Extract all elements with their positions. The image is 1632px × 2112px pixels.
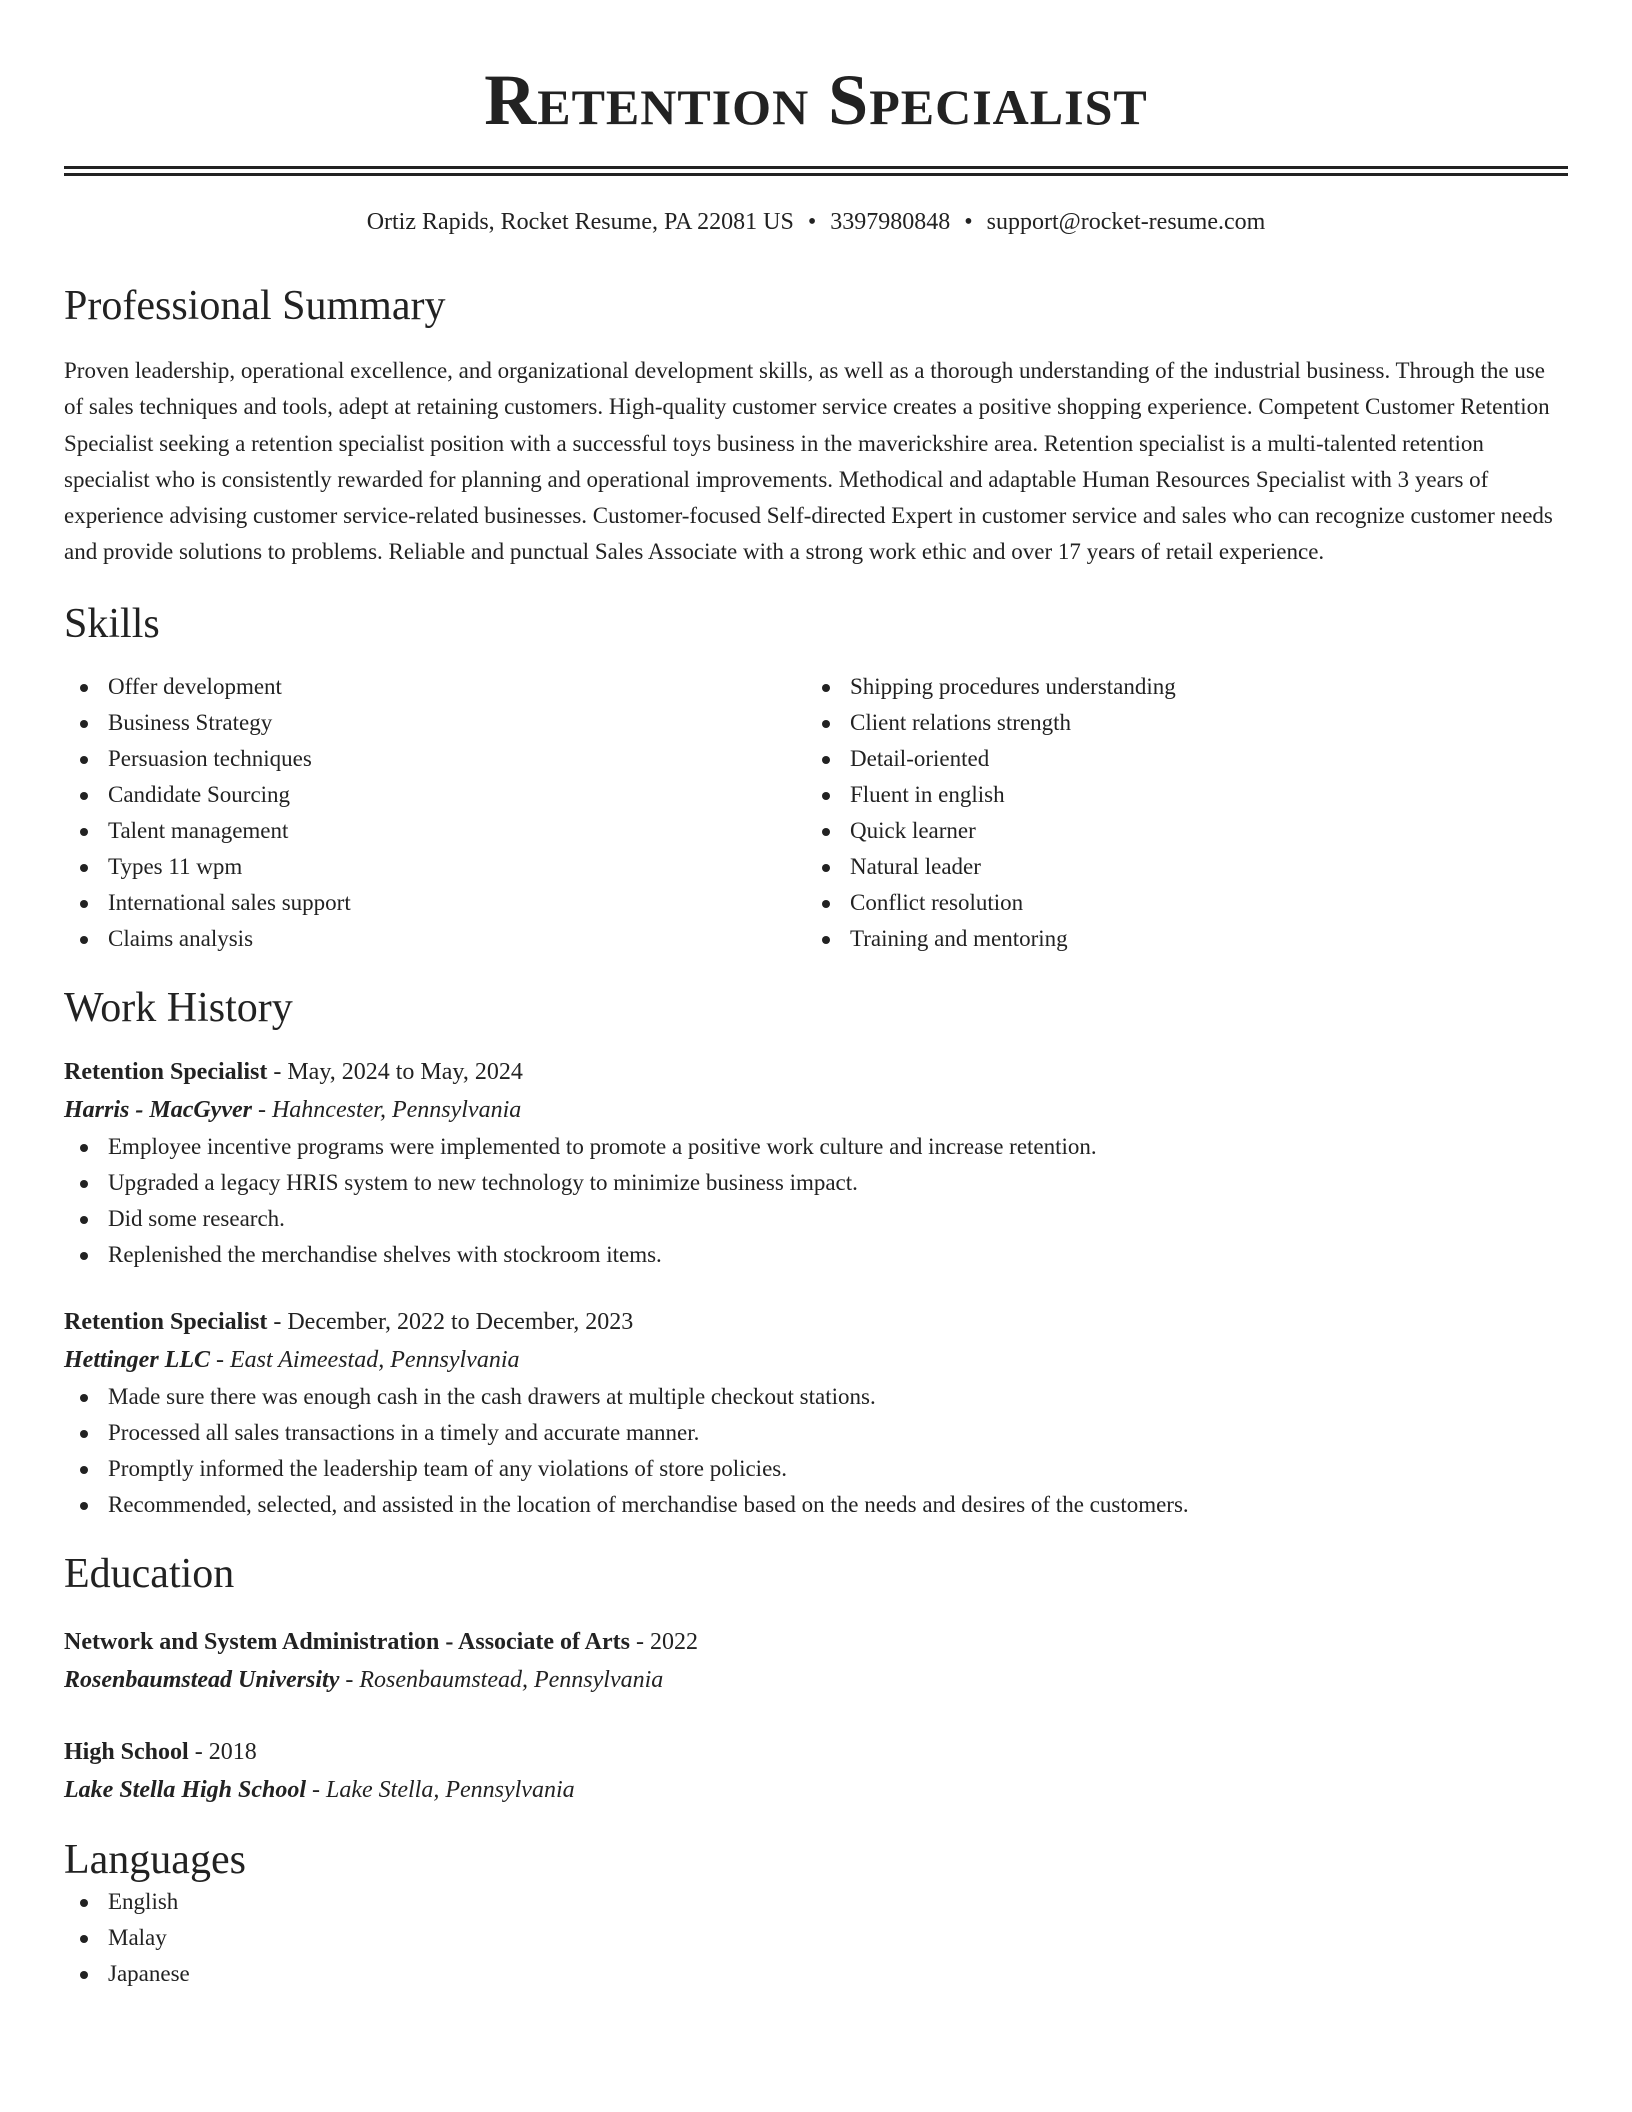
skill-item: Conflict resolution (806, 885, 1548, 921)
section-heading-work-history: Work History (64, 984, 293, 1031)
summary-paragraph: Proven leadership, operational excellence, and organizational development skills, as well as a thorough understanding of the industrial business. Through the use of sales techniques and tools, adept at retaining customers. High-quality customer service creates a positive shopping experience. Competent Customer Retention Specialist seeking a retention specialist position with a successful toys business in the maverickshire area. Retention specialist is a multi-talented retention specialist who is consistently rewarded for planning and operational improvements. Methodical and adaptable Human Resources Specialist with 3 years of experience advising customer service-related businesses. Customer-focused Self-directed Expert in customer service and sales who can recognize customer needs and provide solutions to problems. Reliable and punctual Sales Associate with a strong work ethic and over 17 years of retail experience. (64, 357, 1553, 565)
job-title: Retention Specialist (64, 1309, 268, 1336)
job-location: East Aimeestad, Pennsylvania (230, 1347, 520, 1374)
job-dates: December, 2022 to December, 2023 (287, 1309, 634, 1336)
language-item: Japanese (64, 1956, 1568, 1992)
job-duty-item: Employee incentive programs were implemented to promote a positive work culture and increase retention. (64, 1129, 1568, 1165)
skill-item: Quick learner (806, 813, 1548, 849)
job-duty-item: Processed all sales transactions in a timely and accurate manner. (64, 1415, 1568, 1451)
skills-list-left (64, 669, 806, 957)
job-duty-item: Replenished the merchandise shelves with stockroom items. (64, 1237, 1568, 1273)
education-year: 2018 (208, 1739, 257, 1766)
job-entry (64, 1303, 1568, 1523)
skill-item: Natural leader (806, 849, 1548, 885)
job-location: Hahncester, Pennsylvania (271, 1097, 522, 1124)
contact-separator: • (964, 209, 973, 235)
section-heading-skills: Skills (64, 600, 160, 647)
contact-line (64, 208, 1568, 237)
contact-address: Ortiz Rapids, Rocket Resume, PA 22081 US (366, 209, 794, 235)
section-heading-summary: Professional Summary (64, 282, 446, 329)
contact-email: support@rocket-resume.com (986, 209, 1266, 235)
education-school-line: Lake Stella High School - Lake Stella, Pennsylvania (64, 1777, 575, 1804)
skill-item: Business Strategy (64, 705, 806, 741)
skill-item: Shipping procedures understanding (806, 669, 1548, 705)
skill-item: Training and mentoring (806, 921, 1548, 957)
skill-item: Candidate Sourcing (64, 777, 806, 813)
job-company-line: Hettinger LLC - East Aimeestad, Pennsylvania (64, 1347, 520, 1374)
education-school: Rosenbaumstead University (64, 1667, 340, 1694)
job-duty-item: Promptly informed the leadership team of any violations of store policies. (64, 1451, 1568, 1487)
education-degree: High School (64, 1739, 189, 1766)
languages-list (64, 1884, 1568, 1992)
skill-item: Client relations strength (806, 705, 1548, 741)
education-entry (64, 1623, 1568, 1699)
job-duty-item: Recommended, selected, and assisted in the location of merchandise based on the needs and desires of the customers. (64, 1487, 1568, 1523)
education-entry (64, 1733, 1568, 1809)
skills-list-right (806, 669, 1548, 957)
skill-item: Talent management (64, 813, 806, 849)
job-entry (64, 1053, 1568, 1273)
education-school: Lake Stella High School (64, 1777, 307, 1804)
job-duties-list (64, 1379, 1568, 1523)
skills-column-left (64, 669, 806, 957)
job-company: Harris - MacGyver (64, 1097, 252, 1124)
job-title-line: Retention Specialist - December, 2022 to December, 2023 (64, 1309, 634, 1336)
section-heading-education: Education (64, 1551, 235, 1598)
skill-item: Persuasion techniques (64, 741, 806, 777)
skill-item: International sales support (64, 885, 806, 921)
education-degree-line: Network and System Administration - Associate of Arts - 2022 (64, 1629, 698, 1656)
education-school-line: Rosenbaumstead University - Rosenbaumstead, Pennsylvania (64, 1667, 664, 1694)
education-location: Lake Stella, Pennsylvania (326, 1777, 575, 1804)
education-year: 2022 (649, 1629, 698, 1656)
skill-item: Types 11 wpm (64, 849, 806, 885)
language-item: Malay (64, 1920, 1568, 1956)
job-dates: May, 2024 to May, 2024 (287, 1059, 523, 1086)
skills-column-right (806, 669, 1548, 957)
education-degree: Network and System Administration - Associate of Arts (64, 1629, 630, 1656)
job-duty-item: Did some research. (64, 1201, 1568, 1237)
job-duties-list (64, 1129, 1568, 1273)
job-title: Retention Specialist (64, 1059, 268, 1086)
contact-phone: 3397980848 (830, 209, 951, 235)
job-company: Hettinger LLC (64, 1347, 210, 1374)
section-heading-languages: Languages (64, 1837, 246, 1884)
skill-item: Offer development (64, 669, 806, 705)
job-duty-item: Upgraded a legacy HRIS system to new technology to minimize business impact. (64, 1165, 1568, 1201)
job-title-line: Retention Specialist - May, 2024 to May, 2024 (64, 1059, 523, 1086)
skill-item: Claims analysis (64, 921, 806, 957)
skill-item: Fluent in english (806, 777, 1548, 813)
resume-title: Retention Specialist (484, 60, 1148, 140)
education-location: Rosenbaumstead, Pennsylvania (359, 1667, 664, 1694)
job-duty-item: Made sure there was enough cash in the cash drawers at multiple checkout stations. (64, 1379, 1568, 1415)
job-company-line: Harris - MacGyver - Hahncester, Pennsylvania (64, 1097, 522, 1124)
language-item: English (64, 1884, 1568, 1920)
contact-separator: • (807, 209, 817, 235)
skill-item: Detail-oriented (806, 741, 1548, 777)
education-degree-line: High School - 2018 (64, 1739, 257, 1766)
resume-page (64, 0, 1568, 1992)
title-double-rule (64, 166, 1568, 176)
skills-grid (64, 669, 1568, 957)
